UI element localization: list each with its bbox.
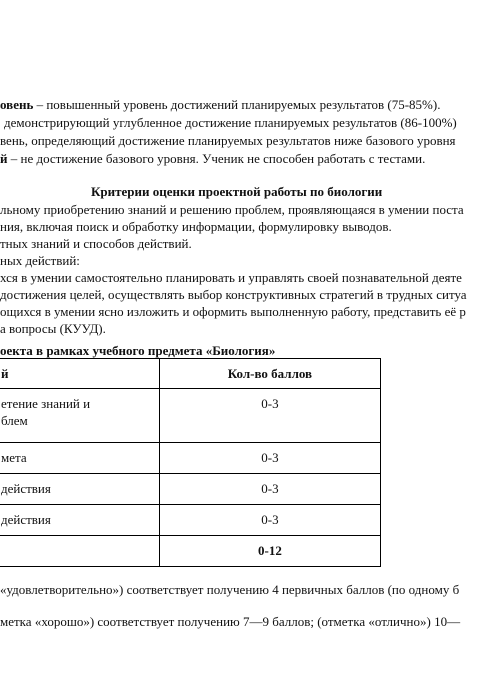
- level-not-reached-label: й: [0, 151, 8, 166]
- header-criterion: й: [1, 366, 9, 381]
- level-advanced: [0, 97, 440, 113]
- row-points: 0-3: [261, 396, 279, 411]
- grade-satisfactory-line: «удовлетворительно») соответствует получению 4 первичных баллов (по одному б: [0, 582, 460, 597]
- table-header-row: [0, 359, 381, 389]
- total-criterion: [0, 536, 159, 548]
- criteria-line-6: достижения целей, осуществлять выбор конструктивных стратегий в трудных ситуа: [0, 287, 467, 302]
- level-below-base: вень, определяющий достижение планируемых результатов ниже базового уровня: [0, 133, 456, 148]
- table-row: [0, 474, 381, 505]
- criteria-line-1: льному приобретению знаний и решению проблем, проявляющаяся в умении поста: [0, 202, 464, 217]
- row-points: 0-3: [261, 512, 279, 527]
- criteria-line-7: ощихся в умении ясно изложить и оформить выполненную работу, представить её р: [0, 304, 466, 319]
- criteria-line-8: а вопросы (КУУД).: [0, 321, 106, 336]
- table-row: [0, 443, 381, 474]
- row-criterion-line: блем: [1, 413, 28, 428]
- grade-good-excellent-line: метка «хорошо») соответствует получению 7—9 баллов; (отметка «отлично») 10—: [0, 614, 461, 629]
- criteria-line-4: ных действий:: [0, 253, 80, 268]
- level-advanced-label: овень: [0, 97, 34, 112]
- level-advanced-text: – повышенный уровень достижений планируемых результатов (75-85%).: [33, 97, 441, 112]
- table-total-row: [0, 536, 381, 567]
- row-criterion: действия: [1, 481, 51, 496]
- table-row: [0, 505, 381, 536]
- row-points: 0-3: [261, 450, 279, 465]
- row-criterion-line: етение знаний и: [1, 396, 91, 411]
- total-points: 0-12: [258, 543, 282, 558]
- row-points: 0-3: [261, 481, 279, 496]
- row-criterion: действия: [1, 512, 51, 527]
- row-criterion: мета: [1, 450, 27, 465]
- level-not-reached-text: – не достижение базового уровня. Ученик не способен работать с тестами.: [7, 151, 426, 166]
- level-deep: демонстрирующий углубленное достижение планируемых результатов (86-100%): [4, 115, 457, 130]
- level-not-reached: [0, 151, 425, 167]
- criteria-line-3: тных знаний и способов действий.: [0, 236, 192, 251]
- header-points: Кол-во баллов: [227, 366, 313, 381]
- table-title: оекта в рамках учебного предмета «Биология»: [0, 343, 276, 358]
- criteria-line-2: ния, включая поиск и обработку информации, формулировку выводов.: [0, 219, 392, 234]
- table-row: [0, 389, 381, 443]
- rubric-table: [0, 358, 381, 567]
- criteria-title: Критерии оценки проектной работы по биологии: [91, 184, 383, 199]
- criteria-line-5: хся в умении самостоятельно планировать и управлять своей познавательной деяте: [0, 270, 462, 285]
- row-criterion: [0, 389, 159, 435]
